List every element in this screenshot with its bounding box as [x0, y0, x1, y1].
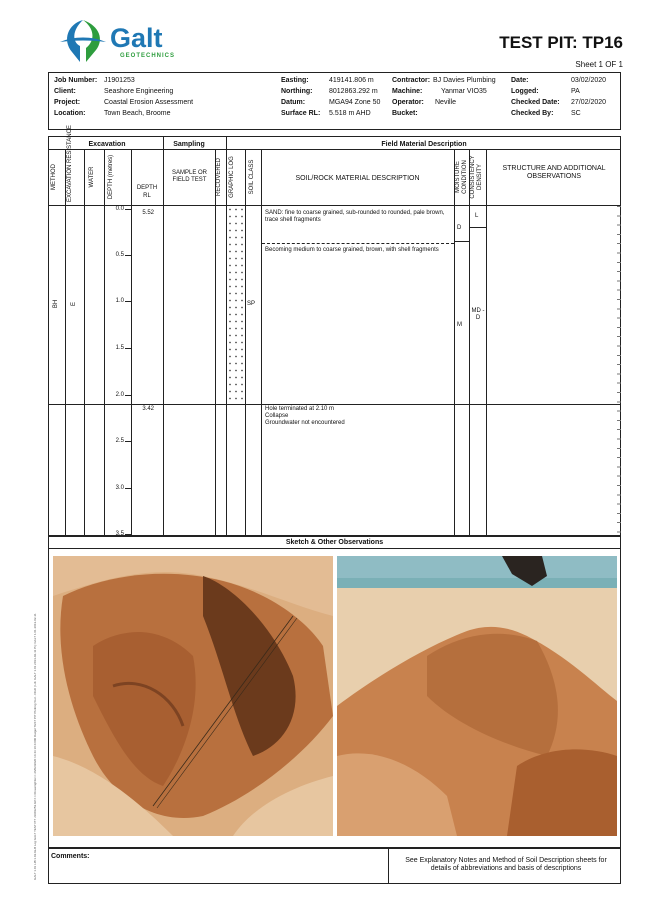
checked-date-label: Checked Date: — [511, 99, 560, 106]
client: Seashore Engineering — [104, 88, 174, 95]
group-field-description: Field Material Description — [381, 141, 467, 148]
date: 03/02/2020 — [571, 77, 607, 84]
resistance-value: E — [71, 302, 77, 307]
company-name: Galt — [110, 23, 163, 53]
moisture-boundary — [454, 241, 469, 242]
col-graphic-log: GRAPHIC LOG — [229, 156, 235, 198]
depth-label-3.0: 3.0 — [115, 485, 124, 491]
footer-divider — [388, 848, 389, 884]
depth-tick-2.5 — [125, 441, 131, 442]
machine: Yanmar VIO35 — [441, 88, 487, 95]
termination-note-3: Groundwater not encountered — [265, 420, 345, 426]
test-pit-illustration-1 — [53, 556, 333, 836]
layer-boundary-dashed — [262, 243, 454, 244]
checked-by-label: Checked By: — [511, 110, 554, 117]
test-pit-illustration-2 — [337, 556, 617, 836]
col-structure: STRUCTURE AND ADDITIONAL OBSERVATIONS — [502, 165, 606, 180]
col-depth: DEPTH (metres) — [108, 154, 114, 200]
project-label: Project: — [54, 99, 81, 106]
job-number: J1901253 — [104, 77, 135, 84]
bucket-label: Bucket: — [392, 110, 418, 117]
surface-rl-label: Surface RL: — [281, 110, 321, 117]
depth-label-3.5: 3.5 — [115, 531, 124, 537]
page-title: TEST PIT: TP16 — [499, 33, 623, 52]
description-layer-2: Becoming medium to coarse grained, brown, with shell fragments — [265, 247, 439, 253]
sketch-title-divider — [48, 548, 621, 549]
location-label: Location: — [54, 110, 86, 117]
col-depth-rl-1: DEPTH — [136, 185, 158, 191]
header-divider — [48, 205, 621, 206]
project: Coastal Erosion Assessment — [104, 99, 194, 106]
graphic-log-sand — [227, 206, 245, 404]
job-info-box — [48, 72, 621, 130]
checked-by: SC — [571, 110, 581, 117]
explanatory-note: See Explanatory Notes and Method of Soil Description sheets for details of abbreviations and basis of descriptions — [405, 857, 607, 872]
datum-label: Datum: — [281, 99, 306, 106]
sketch-title: Sketch & Other Observations — [285, 539, 384, 546]
depth-tick-0.0 — [125, 209, 131, 210]
easting: 419141.806 m — [329, 77, 374, 84]
depth-tick-2.0 — [125, 395, 131, 396]
logged: PA — [571, 88, 580, 95]
location: Town Beach, Broome — [104, 110, 171, 117]
termination-line-right — [131, 404, 621, 405]
moisture-value-1: D — [457, 225, 462, 231]
datum: MGA94 Zone 50 — [329, 99, 381, 106]
job-number-label: Job Number: — [54, 77, 98, 84]
rl-top: 5.52 — [142, 210, 154, 216]
depth-label-2.0: 2.0 — [115, 392, 124, 398]
side-footer-text: GALT 1.01 LIB 1.02.GLB Log GALT TEST PIT J1901253.GPJ <<DrawingFile>> 26/02/2020 14:43 10.0.000 Datgel TEST PIT Plotting Tool - DGD | Lib: GALT 1.01 2013-02-11 Prj: GALT 1.01 2013-02-11 — [33, 613, 37, 880]
col-sample: SAMPLE OR FIELD TEST — [171, 170, 207, 183]
northing-label: Northing: — [281, 88, 313, 95]
consistency-boundary — [469, 227, 486, 228]
northing: 8012863.292 m — [329, 88, 378, 95]
termination-note-2: Collapse — [265, 413, 289, 419]
soil-class-value: SP — [247, 301, 256, 307]
operator: Neville — [435, 99, 457, 106]
contractor-label: Contractor: — [392, 77, 431, 84]
comments-label: Comments: — [51, 853, 90, 860]
easting-label: Easting: — [281, 77, 309, 84]
group-divider — [48, 149, 621, 150]
col-recovered: RECOVERED — [216, 158, 222, 197]
logged-label: Logged: — [511, 88, 539, 95]
depth-tick-0.5 — [125, 255, 131, 256]
depth-label-1.5: 1.5 — [115, 345, 124, 351]
consistency-value-1: L — [475, 213, 479, 219]
method-value: BH — [53, 299, 59, 309]
client-label: Client: — [54, 88, 76, 95]
col-water: WATER — [89, 166, 95, 188]
test-pit-photo-1 — [53, 556, 333, 836]
sheet-number: Sheet 1 OF 1 — [575, 60, 623, 69]
col-method: METHOD — [51, 164, 57, 190]
right-scale-ticks — [617, 206, 621, 535]
group-excavation: Excavation — [88, 141, 126, 148]
machine-label: Machine: — [392, 88, 423, 95]
col-consistency: CONSISTENCY DENSITY — [470, 155, 483, 199]
depth-label-1.0: 1.0 — [115, 298, 124, 304]
depth-tick-3.5 — [125, 534, 131, 535]
checked-date: 27/02/2020 — [571, 99, 607, 106]
description-layer-1: SAND: fine to coarse grained, sub-rounded to rounded, pale brown, trace shell fragments — [265, 210, 445, 223]
col-depth-rl-2: RL — [143, 193, 151, 199]
col-resistance: EXCAVATION RESISTANCE — [67, 125, 73, 202]
company-subname: GEOTECHNICS — [120, 53, 176, 59]
depth-label-2.5: 2.5 — [115, 438, 124, 444]
col-moisture: MOISTURE CONDITION — [455, 160, 468, 194]
col-soil-class: SOIL CLASS — [249, 159, 255, 195]
consistency-value-2: MD - D — [471, 308, 485, 321]
company-logo — [58, 18, 183, 66]
group-sampling: Sampling — [173, 141, 205, 148]
test-pit-photo-2 — [337, 556, 617, 836]
termination-note-1: Hole terminated at 2.10 m — [265, 406, 335, 412]
moisture-value-2: M — [457, 322, 462, 328]
surface-rl: 5.518 m AHD — [329, 110, 371, 117]
logo-globe-icon — [58, 18, 108, 64]
depth-tick-1.5 — [125, 348, 131, 349]
date-label: Date: — [511, 77, 529, 84]
operator-label: Operator: — [392, 99, 424, 106]
depth-tick-3.0 — [125, 488, 131, 489]
depth-tick-1.0 — [125, 301, 131, 302]
rl-bottom: 3.42 — [142, 406, 154, 412]
depth-label-0.0: 0.0 — [115, 206, 124, 212]
depth-label-0.5: 0.5 — [115, 252, 124, 258]
col-description: SOIL/ROCK MATERIAL DESCRIPTION — [295, 175, 420, 182]
contractor: BJ Davies Plumbing — [433, 77, 496, 84]
